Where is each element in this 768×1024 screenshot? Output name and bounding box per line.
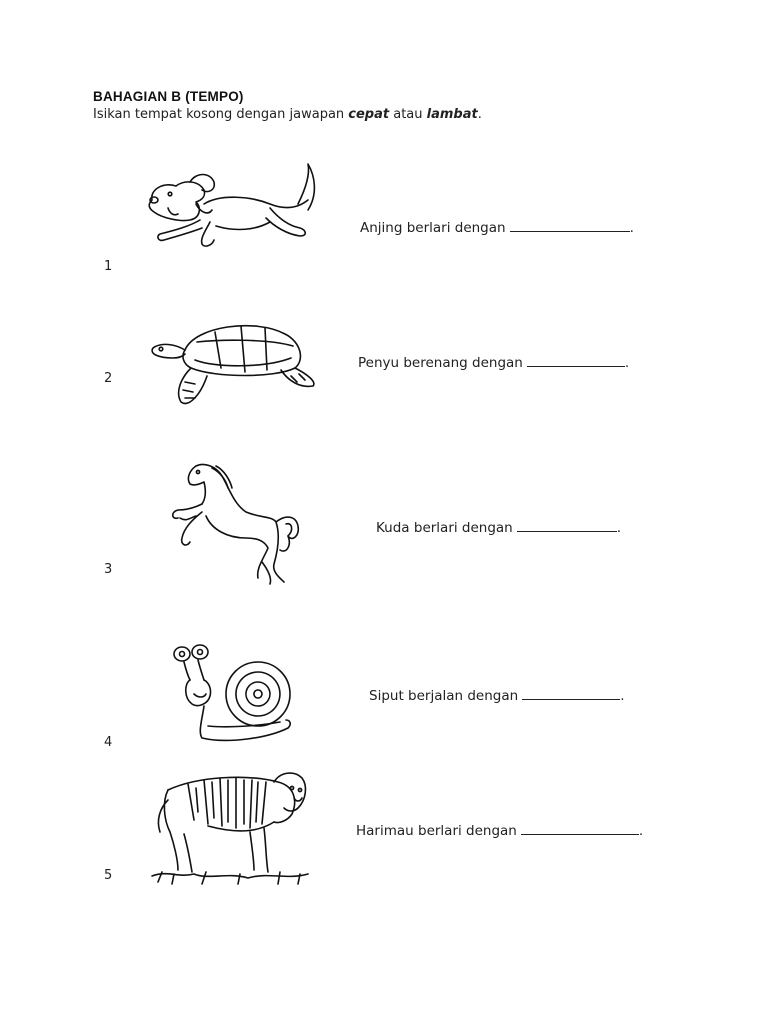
sentence-5 <box>356 821 643 839</box>
sentence-text: Anjing berlari dengan <box>360 220 506 236</box>
item-number: 5 <box>104 868 113 883</box>
answer-blank[interactable] <box>521 821 639 835</box>
sentence-1 <box>360 218 634 236</box>
sentence-end: . <box>620 688 625 704</box>
sentence-2 <box>358 353 629 371</box>
item-number: 3 <box>104 562 113 577</box>
sentence-end: . <box>638 823 644 839</box>
instruction-connector: atau <box>389 107 427 122</box>
sentence-end: . <box>616 520 622 536</box>
sentence-end: . <box>624 355 630 371</box>
item-number: 4 <box>104 735 113 750</box>
dog-icon <box>140 160 325 259</box>
instruction-end: . <box>477 107 482 122</box>
sentence-text: Penyu berenang dengan <box>358 355 523 371</box>
answer-blank[interactable] <box>527 353 625 367</box>
turtle-icon <box>145 312 325 416</box>
item-number: 2 <box>104 371 113 386</box>
answer-option-fast: cepat <box>348 107 390 122</box>
sentence-3 <box>376 518 621 536</box>
sentence-end: . <box>629 220 634 236</box>
item-number: 1 <box>104 259 113 274</box>
instruction-text <box>93 107 482 122</box>
sentence-text: Kuda berlari dengan <box>376 520 513 536</box>
section-heading: BAHAGIAN B (TEMPO) <box>93 89 244 104</box>
answer-blank[interactable] <box>517 518 617 532</box>
sentence-4 <box>369 686 624 704</box>
answer-blank[interactable] <box>522 686 620 700</box>
sentence-text: Siput berjalan dengan <box>369 688 519 704</box>
sentence-text: Harimau berlari dengan <box>356 823 517 839</box>
answer-option-slow: lambat <box>426 107 478 122</box>
tiger-icon <box>148 760 318 894</box>
answer-blank[interactable] <box>510 218 630 232</box>
snail-icon <box>168 640 298 754</box>
instruction-prefix: Isikan tempat kosong dengan jawapan <box>93 107 349 122</box>
horse-icon <box>160 458 305 592</box>
